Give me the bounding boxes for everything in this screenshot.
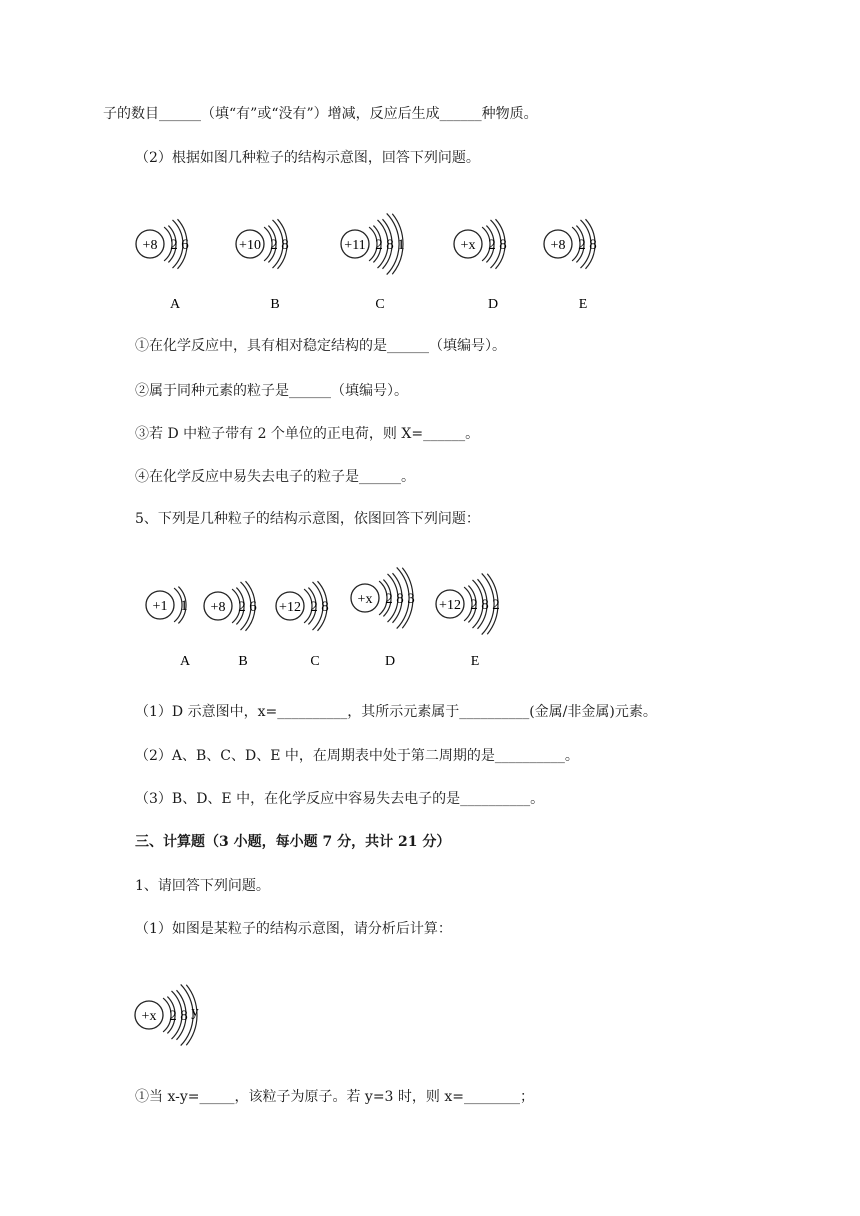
shell-electron-count: 2: [578, 237, 586, 253]
nucleus-charge: +x: [460, 238, 476, 253]
shell-electron-count: 8: [396, 591, 404, 607]
calc-question-1-item-1: ①当 x-y=_____，该粒子为原子。若 y=3 时，则 x=________；: [135, 1089, 534, 1105]
nucleus-charge: +12: [279, 600, 301, 615]
shell-electron-count: y: [191, 1004, 199, 1020]
nucleus-charge: +12: [439, 598, 461, 613]
nucleus-charge: +8: [142, 238, 158, 253]
nucleus-charge: +x: [141, 1009, 157, 1024]
shell-electron-count: 8: [180, 1008, 188, 1024]
shell-electron-count: 2: [375, 237, 383, 253]
text-line-1: 子的数目______（填“有”或“没有”）增减，反应后生成______种物质。: [103, 106, 538, 122]
shell-electron-count: 2: [492, 597, 500, 613]
shell-electron-count: 2: [385, 591, 393, 607]
shell-electron-count: 8: [321, 599, 329, 615]
shell-electron-count: 2: [169, 1008, 177, 1024]
atom-label: A: [169, 297, 181, 312]
atom-diagram-c: [341, 213, 405, 312]
shell-electron-count: 2: [270, 237, 278, 253]
calc-question-1-part-1: （1）如图是某粒子的结构示意图，请分析后计算：: [135, 921, 452, 937]
atom-label: D: [384, 654, 396, 669]
shell-electron-count: 1: [180, 598, 188, 614]
question-2-item-3: ③若 D 中粒子带有 2 个单位的正电荷，则 X=______。: [135, 426, 480, 442]
nucleus-charge: +10: [239, 238, 261, 253]
shell-electron-count: 8: [589, 237, 597, 253]
shell-electron-count: 3: [407, 591, 415, 607]
nucleus-charge: +8: [210, 600, 226, 615]
question-5-part-2: （2）A、B、C、D、E 中，在周期表中处于第二周期的是__________。: [135, 748, 579, 764]
nucleus-charge: +x: [357, 592, 373, 607]
atom-diagram-c: [276, 581, 329, 669]
figure-2-atom-diagrams: [146, 567, 500, 669]
shell-electron-count: 8: [386, 237, 394, 253]
nucleus-charge: +1: [152, 599, 168, 614]
atom-diagram-xy: [135, 984, 199, 1045]
question-2-item-2: ②属于同种元素的粒子是______（填编号）。: [135, 383, 408, 399]
figure-3-atom-diagram: [135, 984, 199, 1045]
atom-label: A: [179, 654, 191, 669]
shell-electron-count: 2: [470, 597, 478, 613]
atom-diagram-d: [454, 219, 507, 312]
shell-electron-count: 8: [499, 237, 507, 253]
atom-label: E: [470, 654, 480, 669]
shell-electron-count: 8: [481, 597, 489, 613]
shell-electron-count: 2: [170, 237, 178, 253]
shell-electron-count: 2: [238, 599, 246, 615]
atom-diagram-e: [436, 573, 500, 669]
shell-electron-count: 6: [181, 237, 189, 253]
nucleus-charge: +8: [550, 238, 566, 253]
calc-question-1-prompt: 1、请回答下列问题。: [135, 878, 270, 894]
figure-1-atom-diagrams: [136, 213, 597, 312]
question-2-item-1: ①在化学反应中，具有相对稳定结构的是______（填编号）。: [135, 338, 506, 354]
atom-diagram-b: [236, 219, 289, 312]
atom-diagram-a: [136, 219, 189, 312]
nucleus-charge: +11: [344, 238, 366, 253]
atom-label: D: [487, 297, 499, 312]
atom-label: C: [375, 297, 385, 312]
question-5-part-1: （1）D 示意图中，x=__________，其所示元素属于__________(金属/非金属)元素。: [135, 704, 657, 720]
question-2-prompt: （2）根据如图几种粒子的结构示意图，回答下列问题。: [135, 150, 480, 166]
shell-electron-count: 8: [281, 237, 289, 253]
atom-diagram-d: [351, 567, 415, 669]
section-heading-calculation: 三、计算题（3 小题，每小题 7 分，共计 21 分）: [135, 834, 451, 850]
question-5-part-3: （3）B、D、E 中，在化学反应中容易失去电子的是__________。: [135, 791, 545, 807]
atom-label: E: [578, 297, 588, 312]
atom-diagram-e: [544, 219, 597, 312]
atom-label: B: [238, 654, 248, 669]
atom-diagram-a: [146, 587, 191, 669]
shell-electron-count: 6: [249, 599, 257, 615]
shell-electron-count: 2: [488, 237, 496, 253]
atom-label: C: [310, 654, 320, 669]
atom-label: B: [270, 297, 280, 312]
atom-diagram-b: [204, 581, 257, 669]
question-2-item-4: ④在化学反应中易失去电子的粒子是______。: [135, 469, 415, 485]
question-5-prompt: 5、下列是几种粒子的结构示意图，依图回答下列问题：: [135, 511, 480, 527]
shell-electron-count: 1: [397, 237, 405, 253]
shell-electron-count: 2: [310, 599, 318, 615]
